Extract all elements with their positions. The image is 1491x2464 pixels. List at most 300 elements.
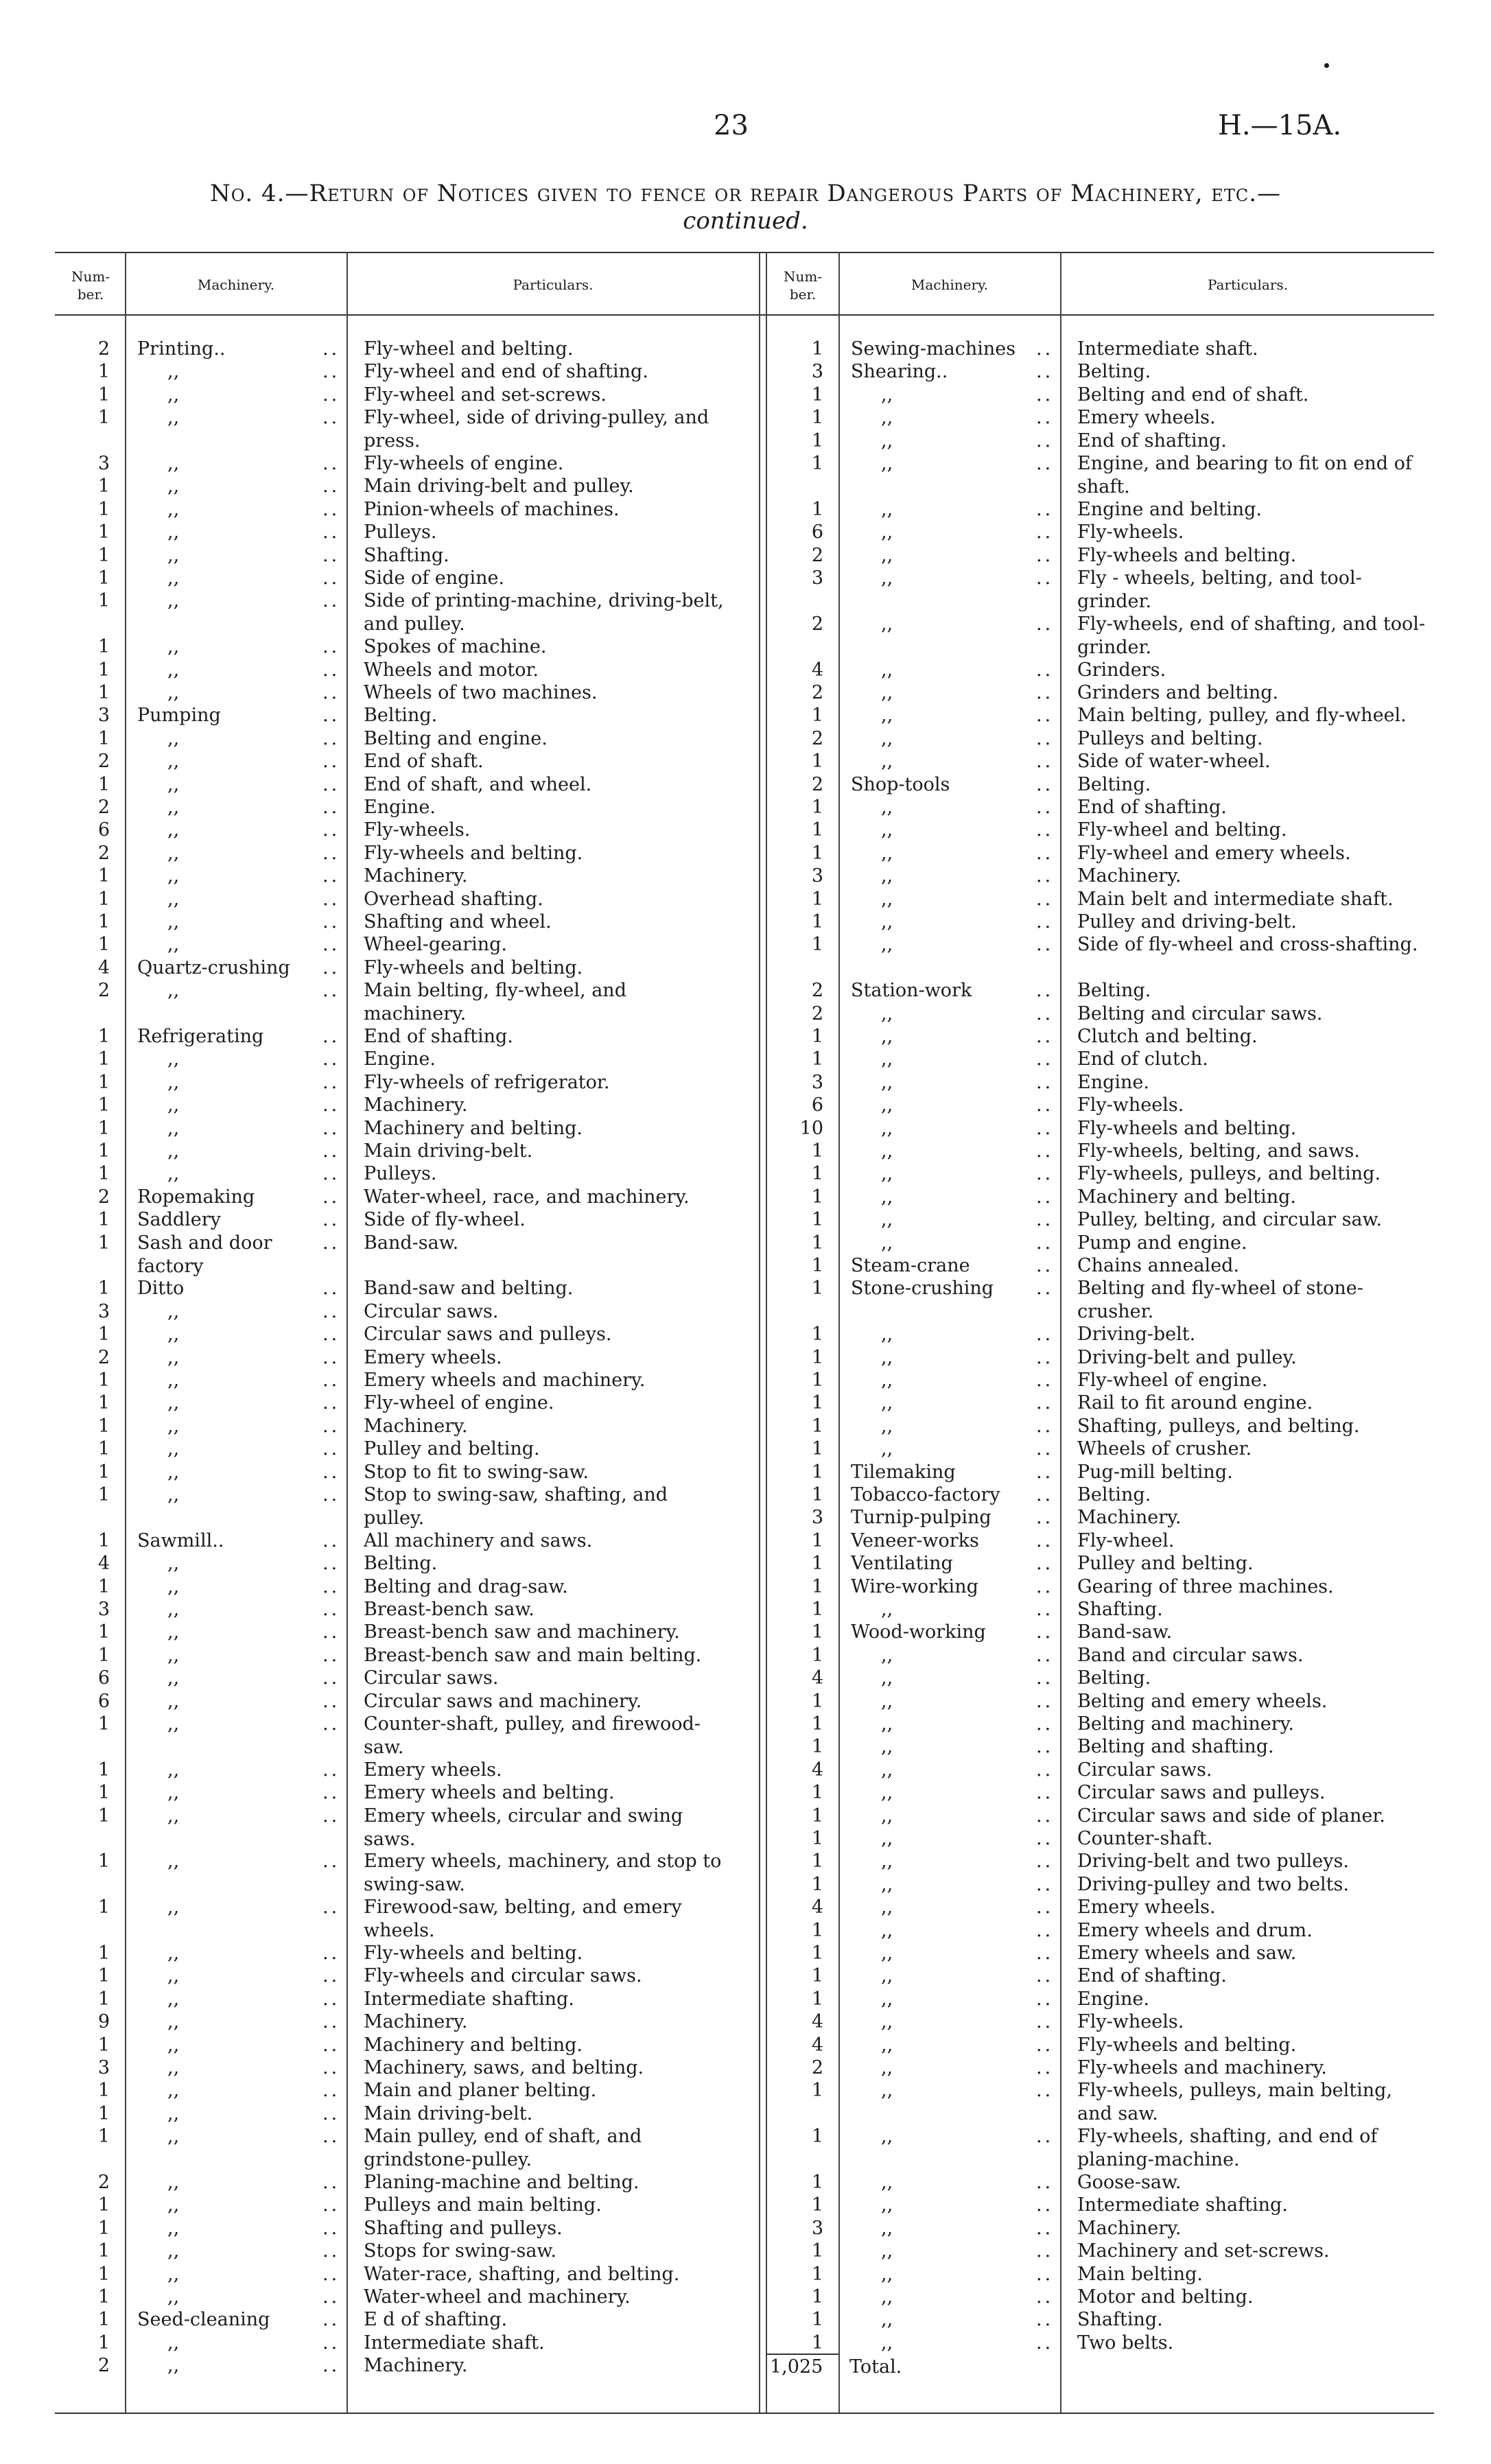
left-col-rule-2 — [347, 252, 348, 2413]
row-number: 1 — [97, 1759, 110, 1781]
row-number: 6 — [811, 1094, 823, 1116]
row-number: 1 — [811, 1782, 823, 1804]
row-machinery: Wire-working — [851, 1575, 978, 1597]
row-machinery: ,, — [167, 1324, 180, 1346]
row-particulars: Belting and shafting. — [1077, 1736, 1274, 1758]
header-machinery-left: Machinery. — [197, 277, 275, 293]
row-particulars: Pinion-wheels of machines. — [364, 498, 620, 520]
row-machinery: ,, — [167, 865, 180, 887]
row-number: 2 — [97, 980, 110, 1002]
row-machinery: ,, — [167, 659, 180, 681]
row-number: 1 — [811, 1828, 823, 1849]
row-machinery: ,, — [881, 888, 893, 910]
row-particulars: End of shafting. — [364, 1026, 513, 1047]
row-particulars: Fly - wheels, belting, and tool-grinder. — [1077, 567, 1362, 612]
row-particulars: Counter-shaft. — [1077, 1828, 1213, 1849]
row-machinery: Shearing.. — [851, 361, 948, 383]
row-particulars: Grinders and belting. — [1077, 682, 1279, 703]
row-particulars: Pug-mill belting. — [1077, 1461, 1233, 1483]
row-particulars: Belting. — [364, 705, 438, 727]
row-particulars: Machinery. — [1077, 865, 1182, 887]
row-machinery: ,, — [881, 1071, 893, 1093]
row-leader-dots: .. — [322, 2080, 340, 2102]
row-leader-dots: .. — [1036, 2172, 1054, 2193]
row-machinery: ,, — [881, 819, 893, 841]
row-number: 1 — [97, 636, 110, 658]
row-leader-dots: .. — [1036, 1026, 1054, 1047]
row-number: 1 — [97, 1071, 110, 1093]
row-leader-dots: .. — [322, 476, 340, 497]
row-leader-dots: .. — [1036, 797, 1054, 818]
row-machinery: ,, — [167, 819, 180, 841]
row-number: 2 — [97, 842, 110, 864]
row-machinery: ,, — [881, 1415, 893, 1437]
row-number: 1 — [97, 1324, 110, 1346]
row-leader-dots: .. — [322, 842, 340, 864]
row-number: 1 — [97, 1575, 110, 1597]
row-number: 3 — [97, 453, 110, 474]
row-leader-dots: .. — [1036, 2126, 1054, 2148]
row-particulars: Belting and engine. — [364, 727, 548, 749]
row-machinery: ,, — [167, 384, 180, 406]
row-leader-dots: .. — [1036, 888, 1054, 910]
row-number: 1 — [811, 2194, 823, 2216]
row-machinery: ,, — [881, 1392, 893, 1414]
row-machinery: Saddlery — [137, 1209, 221, 1231]
row-particulars: Main pulley, end of shaft, and grindstone-pulley. — [364, 2126, 642, 2171]
row-leader-dots: .. — [1036, 2217, 1054, 2239]
row-particulars: Machinery. — [1077, 1507, 1182, 1529]
row-leader-dots: .. — [322, 1965, 340, 1987]
row-number: 1 — [97, 2240, 110, 2262]
row-machinery: ,, — [881, 842, 893, 864]
row-machinery: Ropemaking — [137, 1186, 255, 1208]
row-machinery: ,, — [167, 1461, 180, 1483]
row-machinery: ,, — [881, 2172, 893, 2193]
row-number: 1 — [811, 2240, 823, 2262]
row-number: 1 — [811, 1644, 823, 1666]
row-particulars: Pulley, belting, and circular saw. — [1077, 1209, 1383, 1231]
row-machinery: ,, — [167, 2080, 180, 2102]
row-leader-dots: .. — [1036, 1828, 1054, 1849]
row-machinery: ,, — [167, 2217, 180, 2239]
row-machinery: ,, — [167, 1988, 180, 2010]
row-number: 1 — [811, 2263, 823, 2285]
row-leader-dots: .. — [322, 1690, 340, 1712]
row-particulars: Side of printing-machine, driving-belt, and pulley. — [364, 590, 724, 635]
row-leader-dots: .. — [322, 980, 340, 1002]
row-particulars: Fly-wheel and emery wheels. — [1077, 842, 1351, 864]
row-leader-dots: .. — [1036, 819, 1054, 841]
row-leader-dots: .. — [1036, 773, 1054, 795]
row-leader-dots: .. — [1036, 2263, 1054, 2285]
row-particulars: Belting and machinery. — [1077, 1713, 1294, 1735]
row-particulars: End of shafting. — [1077, 797, 1227, 818]
row-particulars: Driving-belt and pulley. — [1077, 1346, 1297, 1368]
row-number: 6 — [811, 521, 823, 543]
row-number: 2 — [97, 2172, 110, 2193]
row-machinery: ,, — [167, 1392, 180, 1414]
row-number: 1 — [811, 1621, 823, 1643]
row-number: 6 — [97, 1667, 110, 1689]
row-leader-dots: .. — [1036, 751, 1054, 773]
row-particulars: Fly-wheels. — [1077, 1094, 1184, 1116]
row-machinery: ,, — [167, 2011, 180, 2033]
row-number: 1 — [97, 2034, 110, 2056]
row-leader-dots: .. — [1036, 1919, 1054, 1941]
row-machinery: ,, — [167, 1300, 180, 1322]
row-machinery: Pumping — [137, 705, 221, 727]
row-particulars: Emery wheels. — [1077, 1897, 1216, 1919]
row-number: 1 — [811, 1255, 823, 1276]
page-subtitle: continued. — [683, 207, 808, 235]
row-leader-dots: .. — [1036, 2080, 1054, 2102]
row-particulars: Shafting. — [1077, 1599, 1163, 1620]
row-machinery: ,, — [881, 430, 893, 451]
row-number: 6 — [97, 819, 110, 841]
row-number: 1 — [97, 1988, 110, 2010]
row-particulars: All machinery and saws. — [364, 1529, 593, 1551]
row-leader-dots: .. — [1036, 2286, 1054, 2308]
row-machinery: ,, — [881, 1370, 893, 1391]
row-machinery: ,, — [881, 521, 893, 543]
row-machinery: ,, — [881, 1048, 893, 1070]
row-particulars: Engine. — [364, 797, 436, 818]
row-leader-dots: .. — [1036, 2034, 1054, 2056]
row-machinery: ,, — [881, 659, 893, 681]
row-particulars: Machinery. — [364, 2355, 468, 2377]
header-number-left: Num- ber. — [71, 268, 110, 303]
row-particulars: Fly-wheels, belting, and saws. — [1077, 1140, 1360, 1162]
row-number: 1 — [811, 797, 823, 818]
row-particulars: Fly-wheel of engine. — [1077, 1370, 1268, 1391]
row-particulars: Two belts. — [1077, 2332, 1174, 2354]
page-title: No. 4.—Return of Notices given to fence or repair Dangerous Parts of Machinery, etc.— — [209, 180, 1282, 207]
row-number: 4 — [811, 659, 823, 681]
row-particulars: Pulley and belting. — [1077, 1553, 1254, 1575]
row-leader-dots: .. — [322, 1370, 340, 1391]
row-machinery: ,, — [881, 1919, 893, 1941]
row-particulars: Emery wheels, machinery, and stop to swing-saw. — [364, 1851, 722, 1896]
row-machinery: ,, — [881, 1713, 893, 1735]
row-particulars: Fly-wheels and belting. — [364, 1943, 583, 1964]
row-leader-dots: .. — [322, 819, 340, 841]
row-leader-dots: .. — [322, 1575, 340, 1597]
row-number: 2 — [811, 544, 823, 566]
row-leader-dots: .. — [1036, 1484, 1054, 1505]
row-machinery: Refrigerating — [137, 1026, 264, 1047]
row-machinery: Veneer-works — [851, 1529, 979, 1551]
row-number: 3 — [811, 865, 823, 887]
row-leader-dots: .. — [1036, 1002, 1054, 1024]
row-leader-dots: .. — [322, 1232, 340, 1254]
row-particulars: Rail to fit around engine. — [1077, 1392, 1313, 1414]
row-machinery: ,, — [167, 1943, 180, 1964]
row-machinery: ,, — [881, 2309, 893, 2331]
row-leader-dots: .. — [1036, 2240, 1054, 2262]
row-machinery: ,, — [167, 567, 180, 589]
row-machinery: ,, — [881, 682, 893, 703]
row-leader-dots: .. — [1036, 453, 1054, 474]
row-leader-dots: .. — [322, 453, 340, 474]
row-particulars: Main driving-belt and pulley. — [364, 476, 634, 497]
row-particulars: Chains annealed. — [1077, 1255, 1240, 1276]
row-number: 1 — [97, 498, 110, 520]
row-leader-dots: .. — [1036, 1943, 1054, 1964]
row-number: 2 — [811, 1002, 823, 1024]
row-machinery: ,, — [167, 1553, 180, 1575]
row-number: 1 — [97, 567, 110, 589]
row-particulars: Pulleys and belting. — [1077, 727, 1263, 749]
row-machinery: ,, — [881, 1186, 893, 1208]
row-machinery: ,, — [167, 2194, 180, 2216]
page-number: 23 — [714, 110, 749, 141]
row-leader-dots: .. — [322, 1346, 340, 1368]
row-leader-dots: .. — [322, 957, 340, 978]
row-number: 1 — [97, 2080, 110, 2102]
row-particulars: Circular saws and pulleys. — [1077, 1782, 1326, 1804]
row-particulars: Machinery and set-screws. — [1077, 2240, 1330, 2262]
row-leader-dots: .. — [1036, 842, 1054, 864]
row-machinery: ,, — [881, 1026, 893, 1047]
row-machinery: Tobacco-factory — [851, 1484, 1000, 1505]
row-machinery: ,, — [167, 1713, 180, 1735]
row-number: 3 — [811, 361, 823, 383]
row-machinery: ,, — [167, 407, 180, 429]
row-number: 3 — [811, 567, 823, 589]
row-leader-dots: .. — [322, 1621, 340, 1643]
row-number: 1 — [811, 1736, 823, 1758]
row-leader-dots: .. — [322, 773, 340, 795]
row-particulars: Breast-bench saw. — [364, 1599, 535, 1620]
row-machinery: ,, — [167, 1621, 180, 1643]
row-machinery: ,, — [167, 1484, 180, 1505]
row-machinery: ,, — [881, 2332, 893, 2354]
row-leader-dots: .. — [1036, 2309, 1054, 2331]
row-leader-dots: .. — [1036, 1071, 1054, 1093]
row-machinery: Tilemaking — [851, 1461, 956, 1483]
row-number: 4 — [811, 1759, 823, 1781]
row-particulars: Shafting. — [364, 544, 449, 566]
row-leader-dots: .. — [1036, 1759, 1054, 1781]
row-machinery: ,, — [881, 705, 893, 727]
row-machinery: ,, — [881, 384, 893, 406]
row-number: 1 — [811, 1484, 823, 1505]
row-machinery: ,, — [167, 2102, 180, 2124]
row-leader-dots: .. — [322, 636, 340, 658]
row-particulars: Machinery and belting. — [364, 2034, 583, 2056]
row-leader-dots: .. — [322, 338, 340, 360]
row-machinery: ,, — [881, 727, 893, 749]
row-particulars: Gearing of three machines. — [1077, 1575, 1334, 1597]
row-particulars: Pulleys. — [364, 1163, 437, 1185]
row-leader-dots: .. — [1036, 338, 1054, 360]
page-reference: H.—15A. — [1218, 110, 1342, 141]
row-particulars: Fly-wheels. — [364, 819, 471, 841]
row-number: 1 — [811, 453, 823, 474]
row-particulars: Water-wheel and machinery. — [364, 2286, 631, 2308]
row-leader-dots: .. — [1036, 1415, 1054, 1437]
row-particulars: Band-saw. — [364, 1232, 459, 1254]
row-particulars: Stop to fit to swing-saw. — [364, 1461, 589, 1483]
row-number: 1 — [97, 361, 110, 383]
total-label: Total. — [849, 2356, 902, 2378]
row-machinery: ,, — [167, 361, 180, 383]
row-machinery: ,, — [881, 1002, 893, 1024]
row-particulars: Belting. — [1077, 361, 1151, 383]
row-leader-dots: .. — [1036, 1507, 1054, 1529]
row-machinery: ,, — [881, 911, 893, 932]
row-number: 3 — [97, 1300, 110, 1322]
row-leader-dots: .. — [322, 1529, 340, 1551]
row-particulars: Emery wheels, circular and swing saws. — [364, 1805, 683, 1850]
row-machinery: ,, — [881, 1438, 893, 1460]
row-particulars: Machinery. — [1077, 2217, 1182, 2239]
row-leader-dots: .. — [322, 2126, 340, 2148]
row-particulars: Engine. — [1077, 1071, 1149, 1093]
row-number: 3 — [811, 1507, 823, 1529]
row-leader-dots: .. — [322, 567, 340, 589]
row-particulars: Wheels of two machines. — [364, 682, 598, 703]
row-number: 1 — [811, 2309, 823, 2331]
row-particulars: End of shafting. — [1077, 1965, 1227, 1987]
row-leader-dots: .. — [1036, 1736, 1054, 1758]
row-number: 1 — [811, 1415, 823, 1437]
row-machinery: ,, — [881, 1851, 893, 1873]
row-particulars: Driving-belt. — [1077, 1324, 1196, 1346]
row-leader-dots: .. — [322, 1026, 340, 1047]
row-leader-dots: .. — [322, 498, 340, 520]
row-leader-dots: .. — [1036, 1897, 1054, 1919]
row-number: 1 — [811, 1324, 823, 1346]
row-number: 1 — [811, 1919, 823, 1941]
row-particulars: Circular saws and side of planer. — [1077, 1805, 1385, 1827]
row-number: 1 — [97, 727, 110, 749]
row-machinery: ,, — [881, 1346, 893, 1368]
row-machinery: ,, — [167, 2286, 180, 2308]
row-number: 2 — [97, 1346, 110, 1368]
right-col-rule-2 — [1060, 252, 1061, 2413]
row-machinery: ,, — [881, 1094, 893, 1116]
row-leader-dots: .. — [322, 659, 340, 681]
row-machinery: Sawmill.. — [137, 1529, 224, 1551]
row-machinery: ,, — [881, 2263, 893, 2285]
row-machinery: ,, — [881, 1736, 893, 1758]
row-particulars: Machinery. — [364, 1415, 468, 1437]
row-machinery: Sash and door factory — [137, 1232, 272, 1277]
row-leader-dots: .. — [1036, 705, 1054, 727]
row-leader-dots: .. — [1036, 1094, 1054, 1116]
row-machinery: ,, — [167, 1851, 180, 1873]
row-leader-dots: .. — [322, 797, 340, 818]
page-dot — [1324, 63, 1329, 68]
row-machinery: Station-work — [851, 980, 972, 1002]
row-leader-dots: .. — [322, 1117, 340, 1139]
row-leader-dots: .. — [1036, 1644, 1054, 1666]
row-number: 1 — [811, 1140, 823, 1162]
row-machinery: ,, — [167, 1438, 180, 1460]
row-number: 1 — [97, 1965, 110, 1987]
row-particulars: Band-saw and belting. — [364, 1278, 574, 1300]
row-number: 1 — [811, 842, 823, 864]
row-number: 4 — [811, 2011, 823, 2033]
row-leader-dots: .. — [322, 751, 340, 773]
row-number: 2 — [811, 773, 823, 795]
row-number: 1 — [97, 2217, 110, 2239]
row-leader-dots: .. — [1036, 980, 1054, 1002]
row-leader-dots: .. — [1036, 1117, 1054, 1139]
row-number: 1 — [97, 1461, 110, 1483]
row-number: 2 — [811, 682, 823, 703]
row-machinery: ,, — [167, 2332, 180, 2354]
row-machinery: ,, — [881, 1988, 893, 2010]
row-leader-dots: .. — [322, 1599, 340, 1620]
row-number: 1 — [97, 2194, 110, 2216]
row-number: 1 — [811, 407, 823, 429]
row-machinery: ,, — [167, 1599, 180, 1620]
row-leader-dots: .. — [1036, 2057, 1054, 2078]
row-number: 1 — [811, 1461, 823, 1483]
row-particulars: Fly-wheels and belting. — [1077, 544, 1297, 566]
row-number: 3 — [97, 1599, 110, 1620]
row-particulars: Fly-wheels and machinery. — [1077, 2057, 1327, 2078]
row-number: 2 — [811, 2057, 823, 2078]
row-number: 1 — [97, 1117, 110, 1139]
row-particulars: Grinders. — [1077, 659, 1166, 681]
row-particulars: Circular saws. — [364, 1667, 499, 1689]
row-leader-dots: .. — [322, 2102, 340, 2124]
row-machinery: Steam-crane — [851, 1255, 970, 1276]
row-particulars: Side of water-wheel. — [1077, 751, 1271, 773]
row-leader-dots: .. — [322, 1667, 340, 1689]
right-col-rule-1 — [838, 252, 840, 2413]
row-particulars: Pulleys. — [364, 521, 437, 543]
row-leader-dots: .. — [322, 544, 340, 566]
row-particulars: Shafting and pulleys. — [364, 2217, 563, 2239]
row-number: 1 — [97, 590, 110, 612]
row-machinery: ,, — [167, 1346, 180, 1368]
row-number: 3 — [811, 1071, 823, 1093]
row-number: 1 — [811, 1553, 823, 1575]
row-number: 4 — [97, 957, 110, 978]
row-number: 1 — [811, 1186, 823, 1208]
row-machinery: ,, — [167, 1415, 180, 1437]
row-particulars: Fly-wheel and belting. — [1077, 819, 1287, 841]
row-leader-dots: .. — [1036, 1186, 1054, 1208]
row-number: 1 — [97, 1392, 110, 1414]
row-machinery: ,, — [167, 2034, 180, 2056]
row-particulars: Machinery. — [364, 865, 468, 887]
row-machinery: Sewing-machines — [851, 338, 1016, 360]
row-number: 1 — [811, 1392, 823, 1414]
left-col-rule-1 — [125, 252, 126, 2413]
row-number: 2 — [811, 613, 823, 635]
row-machinery: ,, — [167, 682, 180, 703]
row-number: 1 — [97, 1438, 110, 1460]
row-particulars: Side of fly-wheel. — [364, 1209, 526, 1231]
row-machinery: Wood-working — [851, 1621, 986, 1643]
row-number: 2 — [97, 1186, 110, 1208]
row-particulars: Emery wheels. — [364, 1346, 502, 1368]
row-leader-dots: .. — [1036, 1805, 1054, 1827]
row-leader-dots: .. — [322, 2217, 340, 2239]
row-particulars: Fly-wheels and circular saws. — [364, 1965, 642, 1987]
row-particulars: Wheels and motor. — [364, 659, 539, 681]
row-particulars: Belting. — [364, 1553, 438, 1575]
row-particulars: Fly-wheel and set-screws. — [364, 384, 607, 406]
row-number: 6 — [97, 1690, 110, 1712]
row-particulars: Fly-wheels, pulleys, and belting. — [1077, 1163, 1381, 1185]
